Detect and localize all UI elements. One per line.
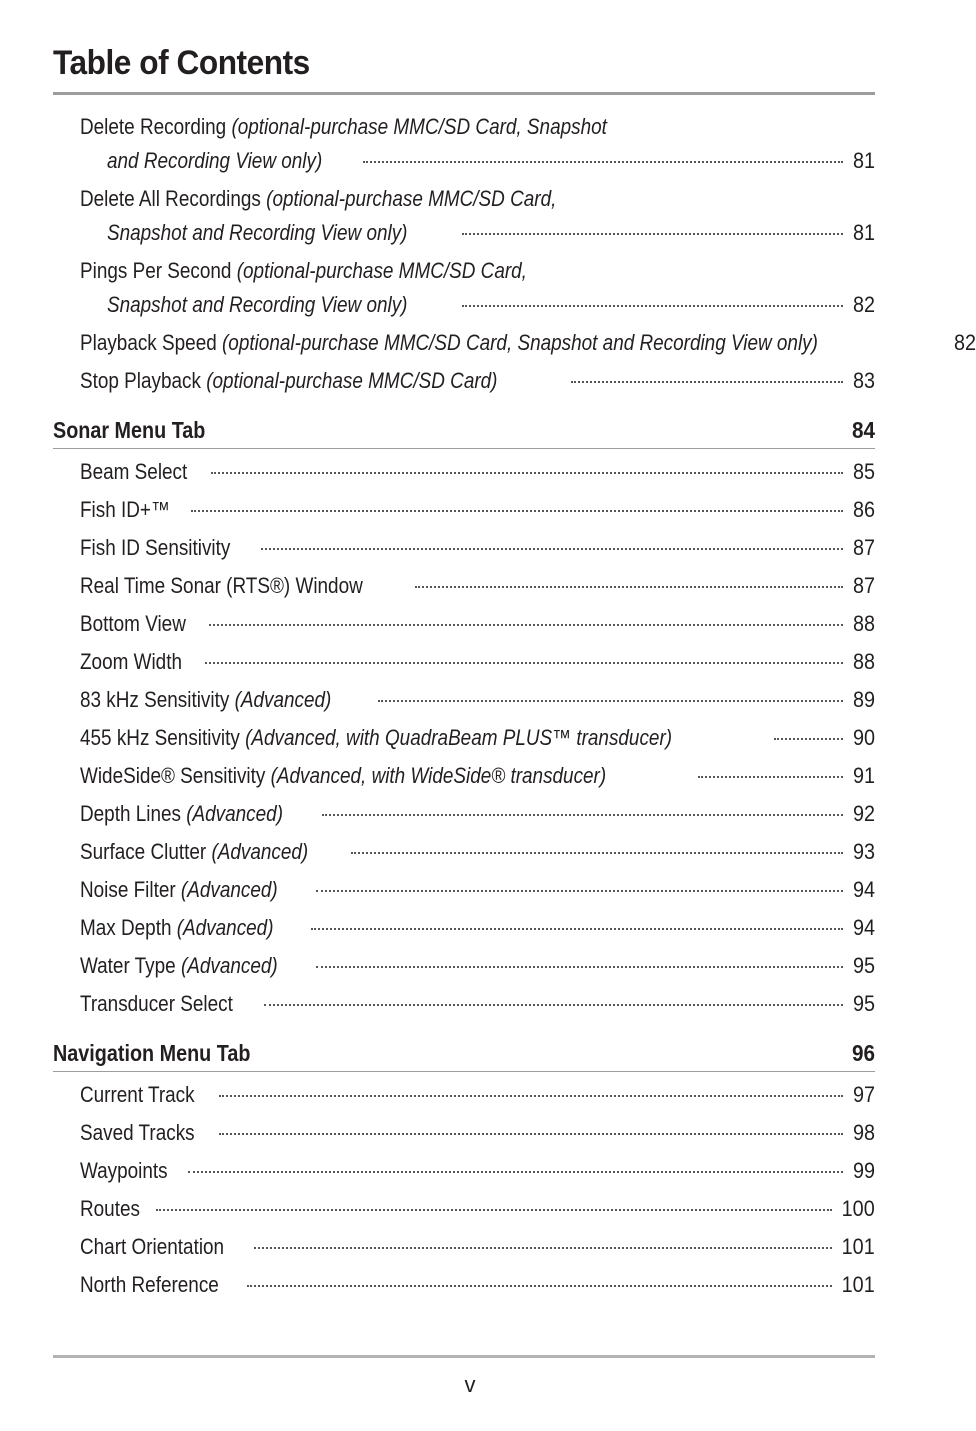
toc-entry-text [80,110,607,144]
entry-note: (optional-purchase MMC/SD Card, [266,186,557,211]
toc-entry-line [53,569,875,603]
toc-entry-text [80,683,331,717]
page-ref: 81 [852,148,875,173]
section-page: 84 [851,417,875,443]
section-title: Sonar Menu Tab [53,417,206,443]
entry-note: (optional-purchase MMC/SD Card) [206,368,498,393]
entry-title: North Reference [80,1272,219,1297]
toc-entry-line [53,216,875,250]
toc-entry-text [80,1078,195,1112]
toc-entry-line [53,1078,875,1112]
page-number: v [464,1372,476,1397]
toc-entry-text [80,531,230,565]
entry-note: (Advanced) [180,953,278,978]
page-ref: 88 [852,649,875,674]
dot-leader [188,1171,843,1173]
toc-entry[interactable] [53,683,875,717]
toc-entry-text [80,364,497,398]
page-ref: 81 [852,220,875,245]
footer-rule [53,1355,875,1358]
dot-leader [211,472,843,474]
toc-entry[interactable] [53,873,875,907]
toc-entry-text [107,288,407,322]
toc-entry[interactable] [53,949,875,983]
page-ref: 97 [852,1082,875,1107]
toc-entry-line [53,182,875,216]
toc-entry[interactable] [53,607,875,641]
entry-title: Fish ID Sensitivity [80,535,231,560]
section-page: 96 [851,1040,875,1066]
entry-title: Saved Tracks [80,1120,195,1145]
toc-entry[interactable] [53,1116,875,1150]
toc-entry-line [53,1192,875,1226]
entry-title: Zoom Width [80,649,182,674]
toc-entry-line [53,721,875,755]
dot-leader [698,776,843,778]
toc-entry[interactable] [53,911,875,945]
toc-entry-line [53,835,875,869]
entry-title: Transducer Select [80,991,233,1016]
toc-entry-text [80,873,278,907]
toc-entry-text [80,493,170,527]
entry-title: Current Track [80,1082,195,1107]
toc-entry-text [80,254,527,288]
toc-entry-line [53,987,875,1021]
toc-entry-text [80,911,274,945]
dot-leader [322,814,843,816]
toc-entry-line [53,911,875,945]
toc-entry[interactable] [53,797,875,831]
entry-title: 455 kHz Sensitivity [80,725,246,750]
page-ref: 94 [852,915,875,940]
toc-entry[interactable] [53,987,875,1021]
toc-entry-text [80,1230,224,1264]
toc-entry-line [53,531,875,565]
toc-entry-line [53,364,875,398]
page-ref: 101 [841,1272,875,1297]
entry-title: Stop Playback [80,368,207,393]
toc-entry-text [80,797,283,831]
toc-entry-line [53,144,875,178]
toc-entry[interactable] [53,455,875,489]
toc-entry-line [53,797,875,831]
entry-title: Water Type [80,953,181,978]
dot-leader [571,381,843,383]
page-ref: 82 [954,330,976,355]
toc-entry[interactable] [53,1192,875,1226]
toc-entry-text [80,721,672,755]
toc-entry-line [53,759,875,793]
page-ref: 100 [841,1196,875,1221]
section-heading[interactable] [53,1035,875,1072]
entry-title: Beam Select [80,459,188,484]
page-ref: 93 [852,839,875,864]
toc-entry[interactable] [53,1268,875,1302]
dot-leader [415,586,843,588]
entry-title: Fish ID+™ [80,497,170,522]
dot-leader [363,161,843,163]
entry-note: Snapshot and Recording View only) [107,220,408,245]
toc-entries [53,110,976,1306]
page-ref: 86 [852,497,875,522]
page-ref: 89 [852,687,875,712]
dot-leader [261,548,843,550]
toc-entry[interactable] [53,326,976,360]
toc-entry-line [53,645,875,679]
toc-entry-line [53,326,976,360]
dot-leader [156,1209,833,1211]
entry-note: (optional-purchase MMC/SD Card, Snapshot and Recording View only) [221,330,818,355]
toc-entry[interactable] [53,254,875,322]
entry-note: (Advanced) [180,877,278,902]
section-heading-line [53,412,875,448]
toc-entry-line [53,1154,875,1188]
toc-entry[interactable] [53,1230,875,1264]
toc-entry[interactable] [53,182,875,250]
toc-entry-line [53,949,875,983]
dot-leader [316,890,843,892]
toc-entry-text [107,144,322,178]
page-ref: 87 [852,573,875,598]
toc-entry-text [80,645,182,679]
dot-leader [205,662,843,664]
toc-entry-text [80,759,606,793]
entry-title: Bottom View [80,611,186,636]
page-ref: 99 [852,1158,875,1183]
entry-title: Waypoints [80,1158,168,1183]
toc-entry-line [53,110,875,144]
toc-entry[interactable] [53,493,875,527]
page-ref: 85 [852,459,875,484]
entry-note: (Advanced) [176,915,274,940]
toc-entry[interactable] [53,569,875,603]
dot-leader [264,1004,843,1006]
page-ref: 95 [852,953,875,978]
entry-note: (optional-purchase MMC/SD Card, [236,258,527,283]
page-ref: 82 [852,292,875,317]
toc-entry[interactable] [53,1154,875,1188]
page-ref: 88 [852,611,875,636]
toc-entry-line [53,455,875,489]
entry-title: Delete All Recordings [80,186,267,211]
page-ref: 87 [852,535,875,560]
entry-note: (Advanced, with QuadraBeam PLUS™ transducer) [245,725,673,750]
toc-entry[interactable] [53,645,875,679]
entry-title: Depth Lines [80,801,187,826]
toc-entry-text [80,835,308,869]
toc-entry-text [80,569,363,603]
toc-entry-line [53,1230,875,1264]
toc-entry-text [80,949,278,983]
toc-entry-text [107,216,407,250]
toc-entry[interactable] [53,835,875,869]
dot-leader [209,624,843,626]
section-heading-line [53,1035,875,1071]
entry-title: Surface Clutter [80,839,212,864]
toc-entry-text [80,987,233,1021]
page-ref: 90 [852,725,875,750]
entry-title: Noise Filter [80,877,181,902]
entry-note: (Advanced) [234,687,332,712]
page-ref: 101 [841,1234,875,1259]
entry-note: (Advanced, with WideSide® transducer) [270,763,607,788]
page-ref: 98 [852,1120,875,1145]
toc-entry[interactable] [53,759,875,793]
page-ref: 94 [852,877,875,902]
page-ref: 91 [852,763,875,788]
dot-leader [191,510,843,512]
toc-entry-text [80,1192,140,1226]
entry-note: Snapshot and Recording View only) [107,292,408,317]
dot-leader [462,305,843,307]
entry-title: Delete Recording [80,114,232,139]
toc-entry-line [53,288,875,322]
toc-entry[interactable] [53,364,875,398]
toc-entry-line [53,254,875,288]
entry-note: and Recording View only) [107,148,323,173]
toc-entry[interactable] [53,531,875,565]
entry-title: Routes [80,1196,140,1221]
entry-note: (Advanced) [186,801,284,826]
toc-entry-text [80,182,556,216]
entry-note: (optional-purchase MMC/SD Card, Snapshot [231,114,607,139]
dot-leader [219,1095,843,1097]
section-rule [53,1071,875,1072]
page-ref: 95 [852,991,875,1016]
dot-leader [351,852,843,854]
dot-leader [219,1133,843,1135]
entry-title: Real Time Sonar (RTS®) Window [80,573,363,598]
toc-entry-text [80,1268,219,1302]
toc-entry[interactable] [53,1078,875,1112]
section-title: Navigation Menu Tab [53,1040,251,1066]
entry-title: Chart Orientation [80,1234,225,1259]
page-title: Table of Contents [53,44,310,82]
toc-entry-line [53,1116,875,1150]
dot-leader [254,1247,833,1249]
toc-entry-line [53,607,875,641]
title-rule [53,92,875,95]
entry-title: Playback Speed [80,330,222,355]
toc-entry-text [80,1116,195,1150]
dot-leader [774,738,843,740]
dot-leader [462,233,843,235]
entry-note: (Advanced) [211,839,309,864]
entry-title: Max Depth [80,915,177,940]
toc-entry-line [53,1268,875,1302]
entry-title: WideSide® Sensitivity [80,763,271,788]
dot-leader [316,966,843,968]
section-heading[interactable] [53,412,875,449]
toc-entry-text [80,326,818,360]
dot-leader [311,928,843,930]
toc-entry-line [53,493,875,527]
toc-entry[interactable] [53,110,875,178]
dot-leader [378,700,843,702]
page-ref: 83 [852,368,875,393]
entry-title: Pings Per Second [80,258,237,283]
toc-entry[interactable] [53,721,875,755]
toc-entry-line [53,683,875,717]
dot-leader [247,1285,832,1287]
toc-entry-text [80,1154,168,1188]
entry-title: 83 kHz Sensitivity [80,687,235,712]
toc-entry-text [80,607,186,641]
section-rule [53,448,875,449]
toc-entry-line [53,873,875,907]
toc-entry-text [80,455,187,489]
page-ref: 92 [852,801,875,826]
